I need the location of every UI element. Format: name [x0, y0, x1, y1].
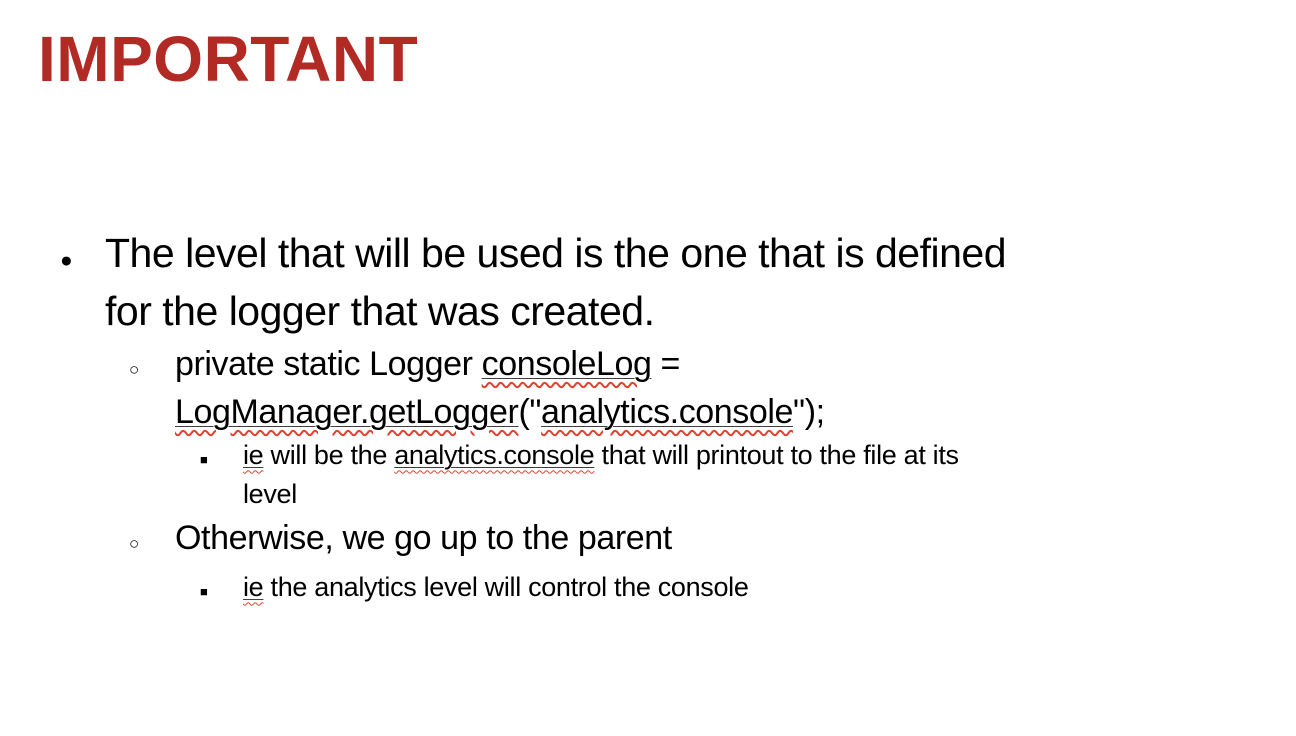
misspelled-word: ie: [243, 440, 264, 471]
bullet-square-icon: ■: [200, 452, 208, 468]
bullet-circle-icon: ○: [129, 534, 139, 554]
text-line: ie the analytics level will control the console: [243, 572, 749, 603]
misspelled-word: LogManager.getLogger: [175, 393, 519, 432]
bullet-text: [243, 436, 959, 514]
slide-title: IMPORTANT: [38, 23, 419, 95]
slide-canvas: [0, 24, 1296, 736]
bullet-item-level3: [200, 436, 1296, 514]
bullet-circle-icon: ○: [129, 360, 139, 380]
bullet-text: [105, 224, 1006, 340]
text-line: for the logger that was created.: [105, 288, 655, 335]
text-line: private static Logger consoleLog =: [175, 345, 680, 384]
bullet-item-level1: [60, 224, 1296, 340]
bullet-item-level2: [129, 340, 1296, 436]
misspelled-word: ie: [243, 572, 264, 603]
misspelled-word: analytics.console: [394, 440, 595, 471]
bullet-square-icon: ■: [200, 584, 208, 600]
bullet-dot-icon: ●: [60, 249, 73, 273]
misspelled-word: analytics.console: [541, 393, 794, 432]
bullet-list: [0, 224, 1296, 611]
bullet-item-level2: [129, 514, 1296, 568]
text-line: Otherwise, we go up to the parent: [175, 519, 672, 558]
text-line: ie will be the analytics.console that will printout to the file at its: [243, 440, 959, 471]
text-line: level: [243, 479, 297, 510]
bullet-item-level3: [200, 568, 1296, 611]
bullet-text: [243, 568, 749, 607]
bullet-text: [175, 340, 825, 436]
misspelled-word: consoleLog: [481, 345, 652, 384]
bullet-text: [175, 514, 672, 562]
text-line: The level that will be used is the one that is defined: [105, 230, 1007, 277]
text-line: LogManager.getLogger("analytics.console");: [175, 393, 825, 432]
